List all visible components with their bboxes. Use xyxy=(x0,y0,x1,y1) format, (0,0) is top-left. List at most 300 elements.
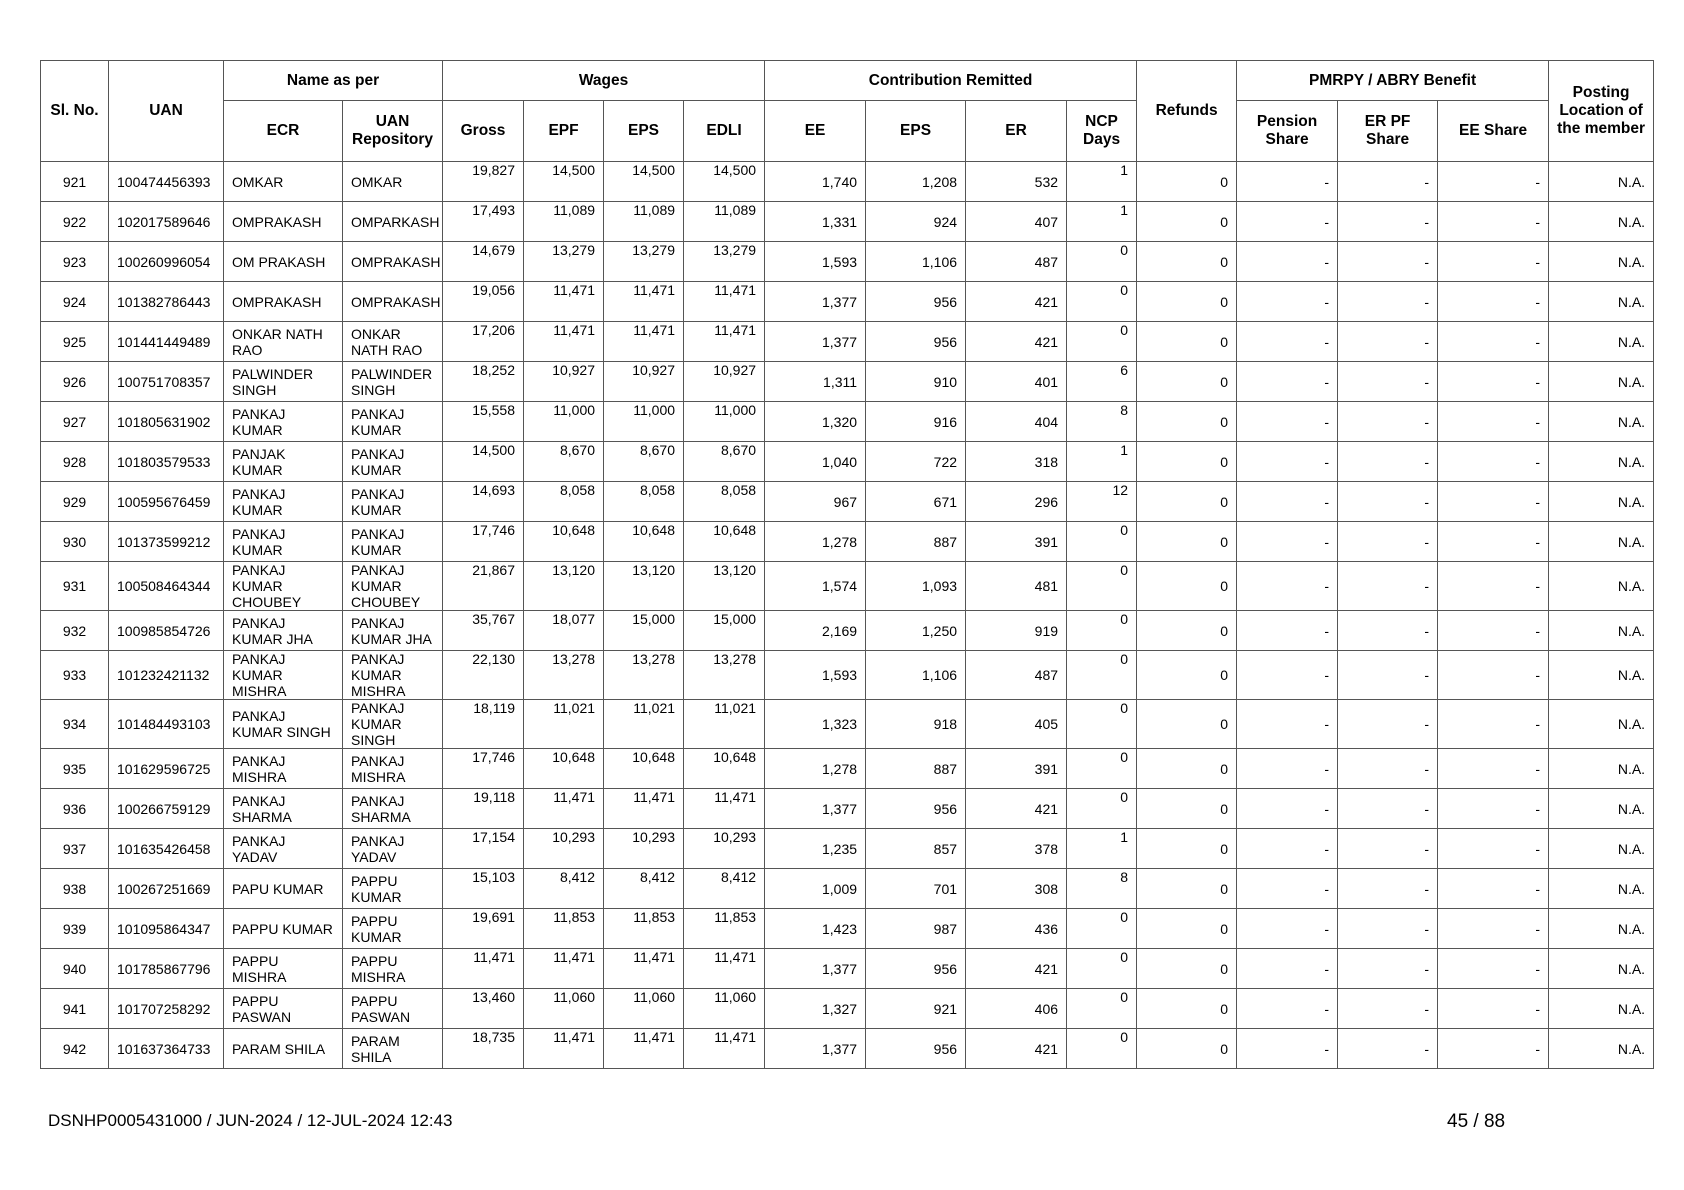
cell-gross: 22,130 xyxy=(443,651,524,700)
cell-er: 436 xyxy=(966,909,1067,949)
cell-pension-share: - xyxy=(1237,162,1338,202)
cell-sl-no: 928 xyxy=(41,442,109,482)
cell-gross: 21,867 xyxy=(443,562,524,611)
cell-er-pf-share: - xyxy=(1338,242,1438,282)
cell-posting-location: N.A. xyxy=(1549,789,1654,829)
cell-uan-repository-name: PANKAJ KUMAR xyxy=(343,442,443,482)
cell-ee-share: - xyxy=(1438,362,1549,402)
cell-uan-repository-name: PANKAJ SHARMA xyxy=(343,789,443,829)
cell-posting-location: N.A. xyxy=(1549,202,1654,242)
cell-edli: 13,279 xyxy=(684,242,765,282)
cell-ecr-name: PALWINDER SINGH xyxy=(224,362,343,402)
cell-uan-repository-name: PANKAJ MISHRA xyxy=(343,749,443,789)
cell-ncp-days: 8 xyxy=(1067,869,1137,909)
cell-edli: 14,500 xyxy=(684,162,765,202)
col-edli: EDLI xyxy=(684,101,765,162)
cell-eps-contribution: 987 xyxy=(866,909,966,949)
cell-eps-contribution: 921 xyxy=(866,989,966,1029)
cell-posting-location: N.A. xyxy=(1549,402,1654,442)
cell-er-pf-share: - xyxy=(1338,402,1438,442)
cell-ncp-days: 6 xyxy=(1067,362,1137,402)
cell-ecr-name: PANKAJ KUMAR xyxy=(224,482,343,522)
cell-uan-repository-name: PANKAJ YADAV xyxy=(343,829,443,869)
cell-posting-location: N.A. xyxy=(1549,522,1654,562)
cell-epf: 11,060 xyxy=(524,989,604,1029)
cell-uan: 100474456393 xyxy=(109,162,224,202)
cell-ee-share: - xyxy=(1438,611,1549,651)
cell-er-pf-share: - xyxy=(1338,522,1438,562)
cell-epf: 11,853 xyxy=(524,909,604,949)
cell-ncp-days: 1 xyxy=(1067,829,1137,869)
cell-eps: 11,021 xyxy=(604,700,684,749)
cell-eps-contribution: 701 xyxy=(866,869,966,909)
cell-edli: 11,021 xyxy=(684,700,765,749)
cell-eps: 11,000 xyxy=(604,402,684,442)
cell-epf: 13,279 xyxy=(524,242,604,282)
table-row xyxy=(41,989,1654,1029)
table-row xyxy=(41,1029,1654,1069)
cell-ee-share: - xyxy=(1438,562,1549,611)
cell-er-pf-share: - xyxy=(1338,949,1438,989)
cell-ee: 1,323 xyxy=(765,700,866,749)
group-pmrpy-abry: PMRPY / ABRY Benefit xyxy=(1237,61,1549,101)
cell-er: 481 xyxy=(966,562,1067,611)
cell-refunds: 0 xyxy=(1137,869,1237,909)
cell-refunds: 0 xyxy=(1137,282,1237,322)
cell-ee: 1,593 xyxy=(765,242,866,282)
cell-uan-repository-name: PANKAJ KUMAR JHA xyxy=(343,611,443,651)
cell-er: 391 xyxy=(966,749,1067,789)
cell-eps: 8,058 xyxy=(604,482,684,522)
cell-edli: 15,000 xyxy=(684,611,765,651)
cell-er: 532 xyxy=(966,162,1067,202)
cell-er: 407 xyxy=(966,202,1067,242)
col-eps: EPS xyxy=(604,101,684,162)
cell-gross: 17,206 xyxy=(443,322,524,362)
cell-sl-no: 941 xyxy=(41,989,109,1029)
cell-pension-share: - xyxy=(1237,202,1338,242)
cell-pension-share: - xyxy=(1237,749,1338,789)
cell-pension-share: - xyxy=(1237,482,1338,522)
cell-refunds: 0 xyxy=(1137,949,1237,989)
cell-ncp-days: 0 xyxy=(1067,242,1137,282)
cell-uan: 101635426458 xyxy=(109,829,224,869)
cell-refunds: 0 xyxy=(1137,362,1237,402)
cell-posting-location: N.A. xyxy=(1549,651,1654,700)
cell-er-pf-share: - xyxy=(1338,789,1438,829)
cell-eps-contribution: 1,106 xyxy=(866,651,966,700)
cell-eps: 11,471 xyxy=(604,789,684,829)
col-ee-share: EE Share xyxy=(1438,101,1549,162)
cell-ecr-name: OMKAR xyxy=(224,162,343,202)
cell-ncp-days: 0 xyxy=(1067,909,1137,949)
cell-gross: 15,558 xyxy=(443,402,524,442)
cell-gross: 19,827 xyxy=(443,162,524,202)
cell-posting-location: N.A. xyxy=(1549,909,1654,949)
cell-refunds: 0 xyxy=(1137,1029,1237,1069)
cell-sl-no: 942 xyxy=(41,1029,109,1069)
cell-uan-repository-name: PAPPU PASWAN xyxy=(343,989,443,1029)
cell-gross: 14,500 xyxy=(443,442,524,482)
cell-sl-no: 933 xyxy=(41,651,109,700)
cell-sl-no: 923 xyxy=(41,242,109,282)
cell-uan-repository-name: PAPPU KUMAR xyxy=(343,869,443,909)
cell-uan: 100595676459 xyxy=(109,482,224,522)
group-contribution-remitted: Contribution Remitted xyxy=(765,61,1137,101)
cell-refunds: 0 xyxy=(1137,322,1237,362)
cell-epf: 11,471 xyxy=(524,322,604,362)
cell-ncp-days: 0 xyxy=(1067,1029,1137,1069)
cell-ee: 1,377 xyxy=(765,1029,866,1069)
cell-uan-repository-name: PALWINDER SINGH xyxy=(343,362,443,402)
cell-posting-location: N.A. xyxy=(1549,242,1654,282)
cell-uan-repository-name: OMPARKASH xyxy=(343,202,443,242)
cell-pension-share: - xyxy=(1237,789,1338,829)
table-row xyxy=(41,651,1654,700)
cell-ncp-days: 0 xyxy=(1067,700,1137,749)
table-row xyxy=(41,202,1654,242)
cell-er: 406 xyxy=(966,989,1067,1029)
cell-eps: 10,293 xyxy=(604,829,684,869)
col-refunds: Refunds xyxy=(1137,61,1237,162)
cell-pension-share: - xyxy=(1237,442,1338,482)
cell-uan-repository-name: PARAM SHILA xyxy=(343,1029,443,1069)
cell-ee: 1,574 xyxy=(765,562,866,611)
cell-er-pf-share: - xyxy=(1338,700,1438,749)
cell-refunds: 0 xyxy=(1137,789,1237,829)
cell-eps: 13,278 xyxy=(604,651,684,700)
cell-eps-contribution: 671 xyxy=(866,482,966,522)
col-er-pf-share: ER PF Share xyxy=(1338,101,1438,162)
cell-refunds: 0 xyxy=(1137,242,1237,282)
cell-eps-contribution: 956 xyxy=(866,282,966,322)
cell-ee: 1,377 xyxy=(765,322,866,362)
cell-posting-location: N.A. xyxy=(1549,322,1654,362)
cell-gross: 18,735 xyxy=(443,1029,524,1069)
cell-eps-contribution: 722 xyxy=(866,442,966,482)
cell-eps-contribution: 1,106 xyxy=(866,242,966,282)
cell-ecr-name: OMPRAKASH xyxy=(224,282,343,322)
cell-ecr-name: ONKAR NATH RAO xyxy=(224,322,343,362)
cell-edli: 11,060 xyxy=(684,989,765,1029)
cell-uan-repository-name: PAPPU MISHRA xyxy=(343,949,443,989)
cell-eps-contribution: 916 xyxy=(866,402,966,442)
cell-er: 919 xyxy=(966,611,1067,651)
cell-posting-location: N.A. xyxy=(1549,989,1654,1029)
cell-posting-location: N.A. xyxy=(1549,562,1654,611)
cell-er: 378 xyxy=(966,829,1067,869)
cell-er-pf-share: - xyxy=(1338,202,1438,242)
table-row xyxy=(41,789,1654,829)
cell-refunds: 0 xyxy=(1137,482,1237,522)
cell-ecr-name: PARAM SHILA xyxy=(224,1029,343,1069)
cell-uan: 101629596725 xyxy=(109,749,224,789)
table-row xyxy=(41,749,1654,789)
cell-ee: 1,377 xyxy=(765,789,866,829)
cell-posting-location: N.A. xyxy=(1549,749,1654,789)
col-epf: EPF xyxy=(524,101,604,162)
cell-posting-location: N.A. xyxy=(1549,1029,1654,1069)
cell-ncp-days: 12 xyxy=(1067,482,1137,522)
cell-edli: 8,058 xyxy=(684,482,765,522)
cell-ncp-days: 0 xyxy=(1067,949,1137,989)
cell-ee-share: - xyxy=(1438,651,1549,700)
cell-eps: 11,060 xyxy=(604,989,684,1029)
cell-epf: 11,089 xyxy=(524,202,604,242)
cell-refunds: 0 xyxy=(1137,749,1237,789)
cell-er: 487 xyxy=(966,242,1067,282)
cell-pension-share: - xyxy=(1237,700,1338,749)
cell-ecr-name: PANKAJ KUMAR xyxy=(224,522,343,562)
col-uan: UAN xyxy=(109,61,224,162)
table-row xyxy=(41,282,1654,322)
cell-edli: 11,471 xyxy=(684,949,765,989)
cell-ecr-name: OMPRAKASH xyxy=(224,202,343,242)
table-row xyxy=(41,522,1654,562)
cell-ee: 1,311 xyxy=(765,362,866,402)
cell-posting-location: N.A. xyxy=(1549,162,1654,202)
table-row xyxy=(41,162,1654,202)
cell-ee: 1,009 xyxy=(765,869,866,909)
cell-uan: 102017589646 xyxy=(109,202,224,242)
col-ee: EE xyxy=(765,101,866,162)
cell-sl-no: 922 xyxy=(41,202,109,242)
cell-uan-repository-name: PANKAJ KUMAR SINGH xyxy=(343,700,443,749)
cell-epf: 8,670 xyxy=(524,442,604,482)
table-row xyxy=(41,611,1654,651)
cell-posting-location: N.A. xyxy=(1549,362,1654,402)
cell-epf: 11,021 xyxy=(524,700,604,749)
cell-uan-repository-name: OMPRAKASH xyxy=(343,242,443,282)
cell-sl-no: 931 xyxy=(41,562,109,611)
cell-pension-share: - xyxy=(1237,869,1338,909)
cell-er-pf-share: - xyxy=(1338,869,1438,909)
col-ecr: ECR xyxy=(224,101,343,162)
cell-ecr-name: PANKAJ KUMAR SINGH xyxy=(224,700,343,749)
cell-posting-location: N.A. xyxy=(1549,482,1654,522)
cell-er-pf-share: - xyxy=(1338,562,1438,611)
cell-epf: 11,471 xyxy=(524,282,604,322)
cell-epf: 11,471 xyxy=(524,789,604,829)
cell-ee: 1,423 xyxy=(765,909,866,949)
cell-pension-share: - xyxy=(1237,909,1338,949)
cell-ee-share: - xyxy=(1438,522,1549,562)
cell-eps-contribution: 956 xyxy=(866,949,966,989)
cell-refunds: 0 xyxy=(1137,202,1237,242)
cell-refunds: 0 xyxy=(1137,700,1237,749)
cell-eps: 15,000 xyxy=(604,611,684,651)
cell-eps: 11,471 xyxy=(604,949,684,989)
table-row xyxy=(41,442,1654,482)
cell-gross: 19,691 xyxy=(443,909,524,949)
cell-pension-share: - xyxy=(1237,282,1338,322)
cell-er: 405 xyxy=(966,700,1067,749)
cell-pension-share: - xyxy=(1237,1029,1338,1069)
cell-ee: 1,278 xyxy=(765,522,866,562)
cell-uan-repository-name: ONKAR NATH RAO xyxy=(343,322,443,362)
cell-posting-location: N.A. xyxy=(1549,869,1654,909)
cell-eps: 13,279 xyxy=(604,242,684,282)
cell-ecr-name: PAPPU KUMAR xyxy=(224,909,343,949)
cell-sl-no: 938 xyxy=(41,869,109,909)
cell-ncp-days: 0 xyxy=(1067,322,1137,362)
cell-sl-no: 935 xyxy=(41,749,109,789)
table-row xyxy=(41,949,1654,989)
cell-edli: 11,471 xyxy=(684,322,765,362)
cell-uan-repository-name: OMKAR xyxy=(343,162,443,202)
cell-edli: 11,471 xyxy=(684,1029,765,1069)
cell-ncp-days: 0 xyxy=(1067,651,1137,700)
cell-uan-repository-name: OMPRAKASH xyxy=(343,282,443,322)
document-reference: DSNHP0005431000 / JUN-2024 / 12-JUL-2024 12:43 xyxy=(48,1111,453,1130)
cell-eps: 14,500 xyxy=(604,162,684,202)
cell-gross: 17,493 xyxy=(443,202,524,242)
cell-ee: 1,740 xyxy=(765,162,866,202)
cell-uan: 101803579533 xyxy=(109,442,224,482)
cell-gross: 13,460 xyxy=(443,989,524,1029)
cell-eps-contribution: 1,250 xyxy=(866,611,966,651)
cell-er-pf-share: - xyxy=(1338,1029,1438,1069)
cell-ee: 967 xyxy=(765,482,866,522)
table-row xyxy=(41,869,1654,909)
cell-edli: 11,471 xyxy=(684,789,765,829)
table-body xyxy=(41,162,1654,1069)
cell-uan-repository-name: PANKAJ KUMAR CHOUBEY xyxy=(343,562,443,611)
cell-pension-share: - xyxy=(1237,611,1338,651)
cell-gross: 17,746 xyxy=(443,749,524,789)
cell-sl-no: 921 xyxy=(41,162,109,202)
cell-posting-location: N.A. xyxy=(1549,611,1654,651)
cell-pension-share: - xyxy=(1237,829,1338,869)
cell-eps-contribution: 1,093 xyxy=(866,562,966,611)
cell-posting-location: N.A. xyxy=(1549,949,1654,989)
cell-er: 421 xyxy=(966,789,1067,829)
cell-uan: 101373599212 xyxy=(109,522,224,562)
cell-gross: 14,679 xyxy=(443,242,524,282)
cell-ee: 1,320 xyxy=(765,402,866,442)
cell-eps: 11,853 xyxy=(604,909,684,949)
cell-ee: 1,327 xyxy=(765,989,866,1029)
cell-uan: 101484493103 xyxy=(109,700,224,749)
cell-ecr-name: PANKAJ KUMAR MISHRA xyxy=(224,651,343,700)
cell-er-pf-share: - xyxy=(1338,989,1438,1029)
cell-eps: 8,670 xyxy=(604,442,684,482)
cell-pension-share: - xyxy=(1237,322,1338,362)
cell-pension-share: - xyxy=(1237,562,1338,611)
cell-uan: 100985854726 xyxy=(109,611,224,651)
cell-gross: 18,252 xyxy=(443,362,524,402)
col-er: ER xyxy=(966,101,1067,162)
cell-edli: 11,089 xyxy=(684,202,765,242)
cell-ncp-days: 0 xyxy=(1067,562,1137,611)
cell-ee: 1,278 xyxy=(765,749,866,789)
table-row xyxy=(41,700,1654,749)
cell-ecr-name: PANKAJ YADAV xyxy=(224,829,343,869)
cell-epf: 10,927 xyxy=(524,362,604,402)
cell-eps: 11,471 xyxy=(604,282,684,322)
cell-ee-share: - xyxy=(1438,442,1549,482)
cell-ncp-days: 0 xyxy=(1067,989,1137,1029)
cell-sl-no: 924 xyxy=(41,282,109,322)
cell-er: 421 xyxy=(966,322,1067,362)
cell-gross: 19,118 xyxy=(443,789,524,829)
cell-uan: 101805631902 xyxy=(109,402,224,442)
cell-eps: 11,089 xyxy=(604,202,684,242)
cell-eps-contribution: 910 xyxy=(866,362,966,402)
cell-eps-contribution: 857 xyxy=(866,829,966,869)
cell-ee: 1,235 xyxy=(765,829,866,869)
cell-refunds: 0 xyxy=(1137,562,1237,611)
cell-er: 421 xyxy=(966,949,1067,989)
cell-uan-repository-name: PANKAJ KUMAR MISHRA xyxy=(343,651,443,700)
cell-edli: 10,648 xyxy=(684,522,765,562)
cell-er-pf-share: - xyxy=(1338,829,1438,869)
cell-epf: 11,000 xyxy=(524,402,604,442)
cell-posting-location: N.A. xyxy=(1549,282,1654,322)
cell-gross: 11,471 xyxy=(443,949,524,989)
cell-ee-share: - xyxy=(1438,1029,1549,1069)
cell-gross: 18,119 xyxy=(443,700,524,749)
cell-edli: 8,412 xyxy=(684,869,765,909)
cell-ncp-days: 0 xyxy=(1067,282,1137,322)
cell-sl-no: 925 xyxy=(41,322,109,362)
col-pension-share: Pension Share xyxy=(1237,101,1338,162)
cell-ee-share: - xyxy=(1438,282,1549,322)
cell-er: 421 xyxy=(966,1029,1067,1069)
cell-uan-repository-name: PAPPU KUMAR xyxy=(343,909,443,949)
cell-uan-repository-name: PANKAJ KUMAR xyxy=(343,522,443,562)
cell-epf: 11,471 xyxy=(524,949,604,989)
cell-edli: 11,000 xyxy=(684,402,765,442)
cell-uan: 100267251669 xyxy=(109,869,224,909)
cell-gross: 14,693 xyxy=(443,482,524,522)
page-number: 45 / 88 xyxy=(1447,1111,1506,1132)
cell-ecr-name: PAPU KUMAR xyxy=(224,869,343,909)
cell-refunds: 0 xyxy=(1137,402,1237,442)
cell-pension-share: - xyxy=(1237,242,1338,282)
cell-uan-repository-name: PANKAJ KUMAR xyxy=(343,482,443,522)
cell-refunds: 0 xyxy=(1137,522,1237,562)
cell-ee-share: - xyxy=(1438,700,1549,749)
cell-uan: 101707258292 xyxy=(109,989,224,1029)
cell-epf: 18,077 xyxy=(524,611,604,651)
cell-uan: 101232421132 xyxy=(109,651,224,700)
cell-gross: 35,767 xyxy=(443,611,524,651)
cell-sl-no: 940 xyxy=(41,949,109,989)
cell-sl-no: 939 xyxy=(41,909,109,949)
cell-sl-no: 932 xyxy=(41,611,109,651)
cell-er: 421 xyxy=(966,282,1067,322)
table-row xyxy=(41,322,1654,362)
cell-sl-no: 929 xyxy=(41,482,109,522)
cell-ee: 1,040 xyxy=(765,442,866,482)
table-row xyxy=(41,362,1654,402)
cell-sl-no: 936 xyxy=(41,789,109,829)
cell-uan: 101637364733 xyxy=(109,1029,224,1069)
cell-edli: 8,670 xyxy=(684,442,765,482)
cell-ee: 1,593 xyxy=(765,651,866,700)
cell-ee-share: - xyxy=(1438,202,1549,242)
cell-eps: 11,471 xyxy=(604,322,684,362)
cell-posting-location: N.A. xyxy=(1549,829,1654,869)
cell-ecr-name: PAPPU PASWAN xyxy=(224,989,343,1029)
cell-er-pf-share: - xyxy=(1338,909,1438,949)
cell-eps-contribution: 956 xyxy=(866,322,966,362)
cell-er-pf-share: - xyxy=(1338,651,1438,700)
cell-er-pf-share: - xyxy=(1338,282,1438,322)
cell-eps: 10,648 xyxy=(604,749,684,789)
cell-epf: 8,058 xyxy=(524,482,604,522)
